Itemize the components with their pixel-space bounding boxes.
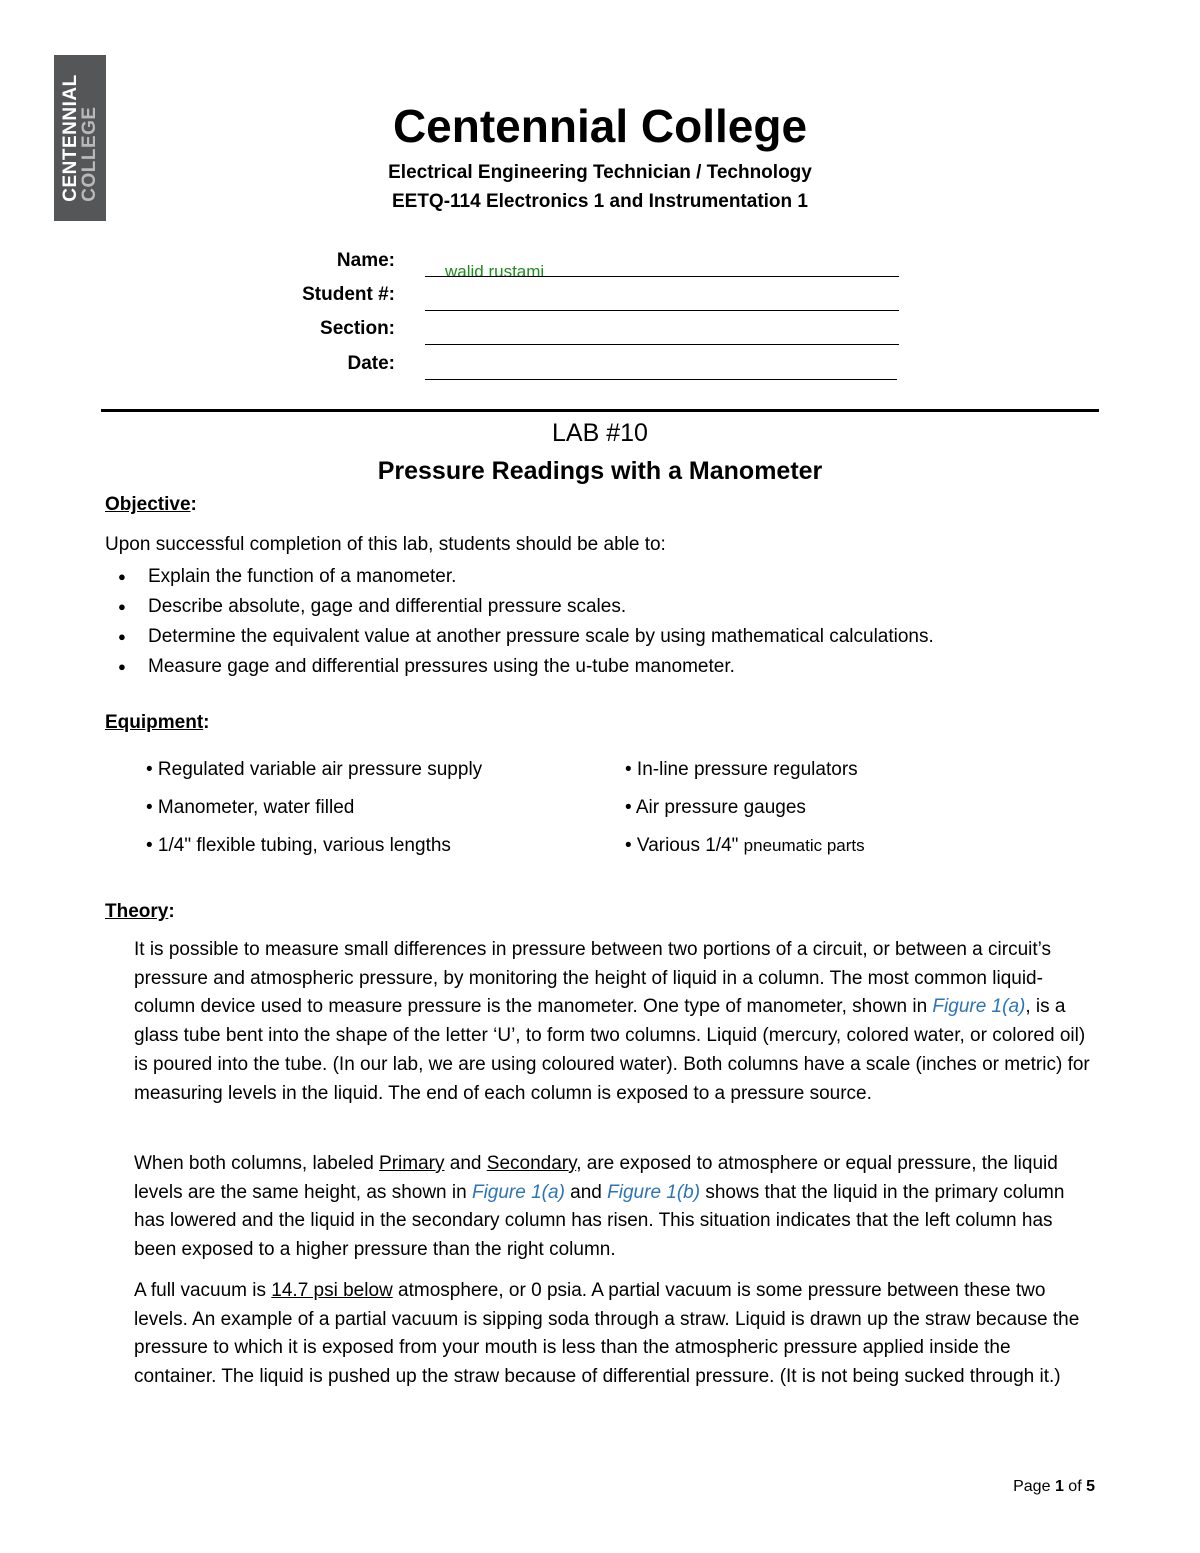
lab-number: LAB #10 [552, 419, 648, 447]
course-name: EETQ-114 Electronics 1 and Instrumentation 1 [391, 191, 808, 212]
section-label: Section: [320, 318, 395, 339]
equipment-item: • Air pressure gauges [625, 797, 806, 818]
equipment-item-main: • Various 1/4" [625, 835, 739, 856]
list-item: ● Explain the function of a manometer. [118, 562, 934, 592]
equipment-item [625, 834, 865, 858]
list-item: ● Measure gage and differential pressures using the u-tube manometer. [118, 652, 934, 682]
lab-title: Pressure Readings with a Manometer [377, 457, 823, 485]
equipment-item: • Regulated variable air pressure supply [146, 759, 483, 780]
equipment-heading: Equipment: [105, 712, 210, 733]
objective-list [118, 562, 934, 682]
date-field[interactable] [425, 379, 897, 380]
theory-text: It is possible to measure small differences in pressure between two portions of a circuit, or between a circuit’s pressure and atmospheric pressure, by monitoring the height of liquid in a column. The most common liquid-column device used to measure pressure is the manometer. One type of manometer, shown in [134, 939, 1052, 1018]
theory-paragraph-2 [134, 1150, 1094, 1265]
theory-paragraph-3 [134, 1277, 1094, 1392]
theory-text: When both columns, labeled [134, 1153, 380, 1174]
equipment-item: • In-line pressure regulators [625, 759, 858, 780]
theory-text: , is a glass tube bent into the shape of the letter ‘U’, to form two columns. Liquid (mercury, colored water, or colored oil) is poured into the tube. (In our lab, we are using coloured water). Both columns have a scale (inches or metric) for measuring levels in the liquid. The end of each column is exposed to a pressure source. [134, 996, 1090, 1104]
list-item: ● Determine the equivalent value at another pressure scale by using mathematical calculations. [118, 622, 934, 652]
objective-intro: Upon successful completion of this lab, students should be able to: [105, 534, 666, 555]
page-word: Page [1013, 1478, 1051, 1495]
section-field[interactable] [425, 344, 899, 345]
theory-heading: Theory: [105, 901, 175, 922]
equipment-item-small: pneumatic parts [743, 836, 865, 855]
name-field[interactable] [425, 276, 899, 277]
current-page: 1 [1054, 1478, 1064, 1495]
program-name: Electrical Engineering Technician / Technology [388, 162, 812, 183]
theory-paragraph-1 [134, 936, 1094, 1108]
equipment-item: • Manometer, water filled [146, 797, 355, 818]
name-label: Name: [336, 250, 395, 271]
date-label: Date: [347, 353, 395, 374]
theory-text: shows that the liquid in the primary column has lowered and the liquid in the secondary column has risen. This situation indicates that the left column has been exposed to a higher pressure than the right column. [134, 1181, 1065, 1261]
header-divider [101, 409, 1099, 412]
theory-text: and [444, 1153, 487, 1174]
list-item: ● Describe absolute, gage and differential pressure scales. [118, 592, 934, 622]
equipment-heading-text: Equipment [105, 712, 204, 733]
theory-text: A full vacuum is [134, 1280, 272, 1301]
secondary-term: Secondary [486, 1153, 577, 1174]
logo-line-1: CENTENNIAL [60, 74, 81, 202]
objective-heading-text: Objective [105, 494, 191, 515]
page-number [1013, 1476, 1095, 1498]
student-number-field[interactable] [425, 310, 899, 311]
theory-text: atmosphere, or 0 psia. A partial vacuum is some pressure between these two levels. An example of a partial vacuum is sipping soda through a straw. Liquid is drawn up the straw because the pressure to which it is exposed from your mouth is less than the atmospheric pressure applied inside the container. The liquid is pushed up the straw because of differential pressure. (It is not being sucked through it.) [134, 1280, 1080, 1388]
student-number-label: Student #: [302, 284, 395, 305]
vacuum-value: 14.7 psi below [271, 1280, 393, 1301]
theory-heading-text: Theory [105, 901, 169, 922]
theory-text: and [564, 1181, 608, 1203]
page-title: Centennial College [392, 100, 808, 152]
primary-term: Primary [379, 1153, 445, 1174]
name-value[interactable]: walid rustami [445, 262, 545, 281]
logo-line-2: COLLEGE [79, 106, 100, 202]
of-word: of [1068, 1478, 1082, 1495]
total-pages: 5 [1086, 1478, 1095, 1495]
equipment-item: • 1/4" flexible tubing, various lengths [146, 835, 451, 856]
figure-1a-reference: Figure 1(a) [471, 1181, 565, 1203]
objective-heading: Objective: [105, 494, 197, 515]
figure-1b-reference: Figure 1(b) [607, 1181, 701, 1203]
figure-1a-reference: Figure 1(a) [932, 996, 1026, 1018]
theory-text: , are exposed to atmosphere or equal pressure, the liquid levels are the same height, as shown in [134, 1153, 1058, 1203]
